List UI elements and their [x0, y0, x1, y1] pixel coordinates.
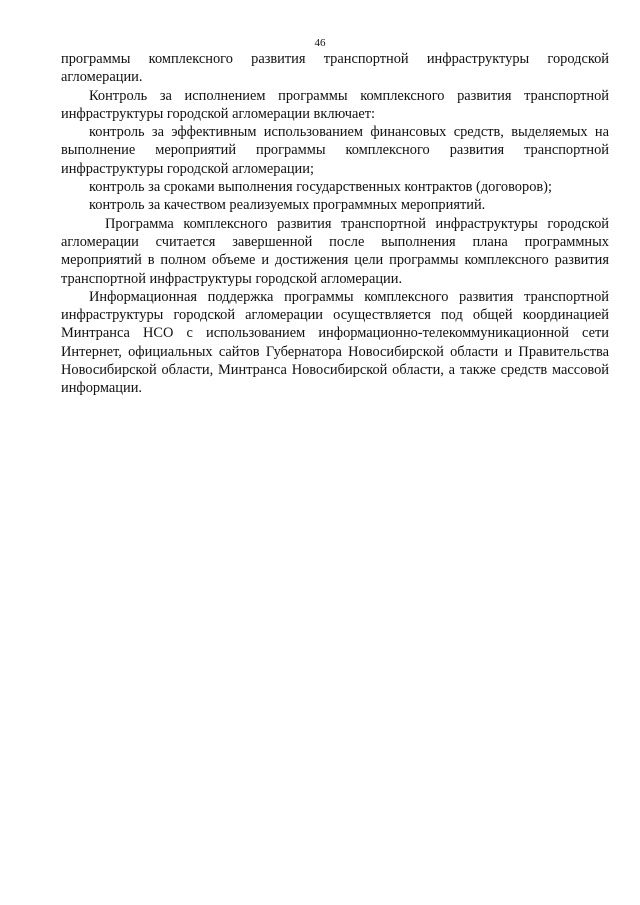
paragraph-control-intro: Контроль за исполнением программы комплексного развития транспортной инфраструктуры городской агломерации включает: — [61, 87, 609, 122]
page-number: 46 — [314, 37, 326, 49]
paragraph-information-support: Информационная поддержка программы комплексного развития транспортной инфраструктуры городской агломерации осуществляется под общей координацией Минтранса НСО с использованием информационно-телекоммуникационной сети Интернет, официальных сайтов Губернатора Новосибирской области и Правительства Новосибирской области, Минтранса Новосибирской области, а также средств массовой информации. — [61, 288, 609, 397]
paragraph-control-quality: контроль за качеством реализуемых программных мероприятий. — [89, 197, 486, 214]
paragraph-program-completion: Программа комплексного развития транспортной инфраструктуры городской агломерации считается завершенной после выполнения плана программных мероприятий в полном объеме и достижения цели программы комплексного развития транспортной инфраструктуры городской агломерации. — [61, 215, 609, 287]
document-body — [61, 50, 609, 398]
paragraph-continuation: программы комплексного развития транспортной инфраструктуры городской агломерации. — [61, 51, 609, 86]
paragraph-control-deadlines: контроль за сроками выполнения государственных контрактов (договоров); — [89, 179, 552, 196]
paragraph-control-finance: контроль за эффективным использованием финансовых средств, выделяемых на выполнение мероприятий программы комплексного развития транспортной инфраструктуры городской агломерации; — [61, 124, 609, 177]
